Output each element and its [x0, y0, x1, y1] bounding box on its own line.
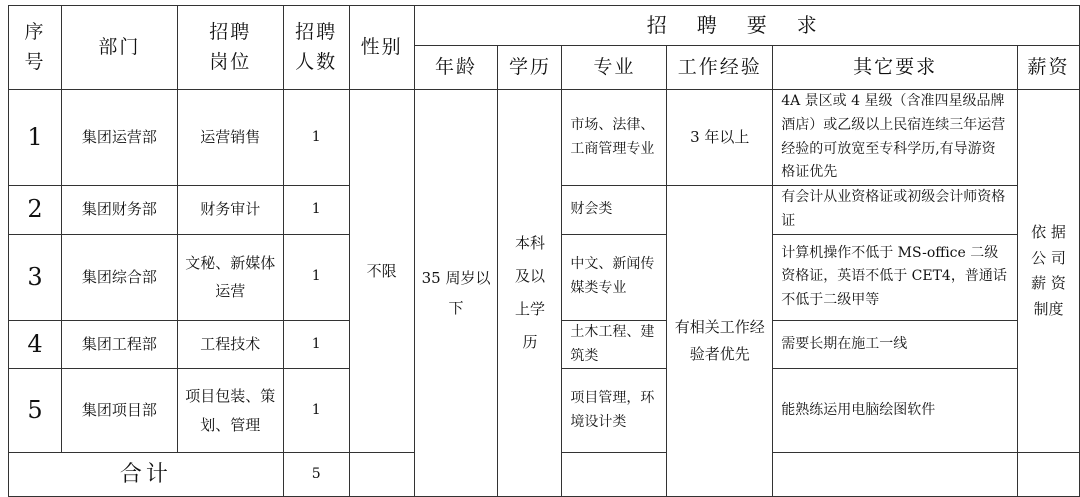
row-major: 项目管理，环境设计类 — [562, 369, 667, 453]
header-seq — [9, 6, 62, 90]
row-other: 4A 景区或 4 星级（含准四星级品牌酒店）或乙级以上民宿连续三年运营经验的可放宽至专科学历,有导游资格证优先 — [773, 90, 1018, 186]
row-dept: 集团运营部 — [61, 90, 177, 186]
salary-line-1: 依 据 — [1031, 223, 1066, 242]
row-major: 土木工程、建筑类 — [562, 320, 667, 369]
age-value: 35 周岁以下 — [414, 90, 498, 497]
table-row — [9, 90, 1080, 186]
header-count-line-2: 人数 — [295, 50, 338, 73]
row-position: 运营销售 — [177, 90, 283, 186]
total-label: 合计 — [9, 453, 284, 497]
header-seq-line-2: 号 — [24, 50, 46, 73]
row-major: 财会类 — [562, 186, 667, 235]
total-count: 5 — [283, 453, 349, 497]
row-major: 市场、法律、工商管理专业 — [562, 90, 667, 186]
row-count: 1 — [283, 320, 349, 369]
row-other: 计算机操作不低于 MS-office 二级资格证，英语不低于 CET4，普通话不低于二级甲等 — [773, 234, 1018, 320]
header-age: 年龄 — [414, 46, 498, 90]
header-gender: 性别 — [349, 6, 414, 90]
total-gender-empty — [349, 453, 414, 497]
education-line-1: 本科 — [514, 234, 545, 253]
header-position-line-2: 岗位 — [209, 50, 252, 73]
row-position: 工程技术 — [177, 320, 283, 369]
header-dept: 部门 — [61, 6, 177, 90]
row-count: 1 — [283, 90, 349, 186]
header-other: 其它要求 — [773, 46, 1018, 90]
row-dept: 集团财务部 — [61, 186, 177, 235]
salary-line-2: 公 司 — [1031, 248, 1066, 267]
education-line-4: 历 — [522, 333, 538, 352]
row-other: 能熟练运用电脑绘图软件 — [773, 369, 1018, 453]
education-value — [498, 90, 562, 497]
header-requirements: 招聘要求 — [414, 6, 1079, 46]
row-dept: 集团工程部 — [61, 320, 177, 369]
header-count — [283, 6, 349, 90]
header-salary: 薪资 — [1017, 46, 1079, 90]
row-no: 1 — [9, 90, 62, 186]
header-count-line-1: 招聘 — [295, 21, 338, 44]
salary-line-4: 制度 — [1033, 299, 1064, 318]
row-experience: 3 年以上 — [667, 90, 773, 186]
row-dept: 集团项目部 — [61, 369, 177, 453]
total-major-empty — [562, 453, 667, 497]
recruitment-table-wrapper — [8, 5, 1080, 497]
experience-shared-value: 有相关工作经验者优先 — [667, 186, 773, 497]
header-education: 学历 — [498, 46, 562, 90]
header-position — [177, 6, 283, 90]
salary-line-3: 薪 资 — [1031, 274, 1066, 293]
row-position: 文秘、新媒体运营 — [177, 234, 283, 320]
education-line-3: 上学 — [514, 300, 545, 319]
row-no: 3 — [9, 234, 62, 320]
row-no: 2 — [9, 186, 62, 235]
header-major: 专业 — [562, 46, 667, 90]
row-count: 1 — [283, 234, 349, 320]
row-count: 1 — [283, 369, 349, 453]
row-dept: 集团综合部 — [61, 234, 177, 320]
row-other: 需要长期在施工一线 — [773, 320, 1018, 369]
header-seq-line-1: 序 — [24, 21, 46, 44]
row-no: 4 — [9, 320, 62, 369]
gender-value: 不限 — [349, 90, 414, 453]
row-other: 有会计从业资格证或初级会计师资格证 — [773, 186, 1018, 235]
salary-value — [1017, 90, 1079, 453]
recruitment-table — [8, 5, 1080, 497]
row-no: 5 — [9, 369, 62, 453]
total-other-empty — [773, 453, 1018, 497]
education-line-2: 及以 — [514, 267, 545, 286]
row-major: 中文、新闻传媒类专业 — [562, 234, 667, 320]
row-count: 1 — [283, 186, 349, 235]
header-experience: 工作经验 — [667, 46, 773, 90]
row-position: 项目包装、策划、管理 — [177, 369, 283, 453]
header-position-line-1: 招聘 — [209, 21, 252, 44]
total-salary-empty — [1017, 453, 1079, 497]
row-position: 财务审计 — [177, 186, 283, 235]
